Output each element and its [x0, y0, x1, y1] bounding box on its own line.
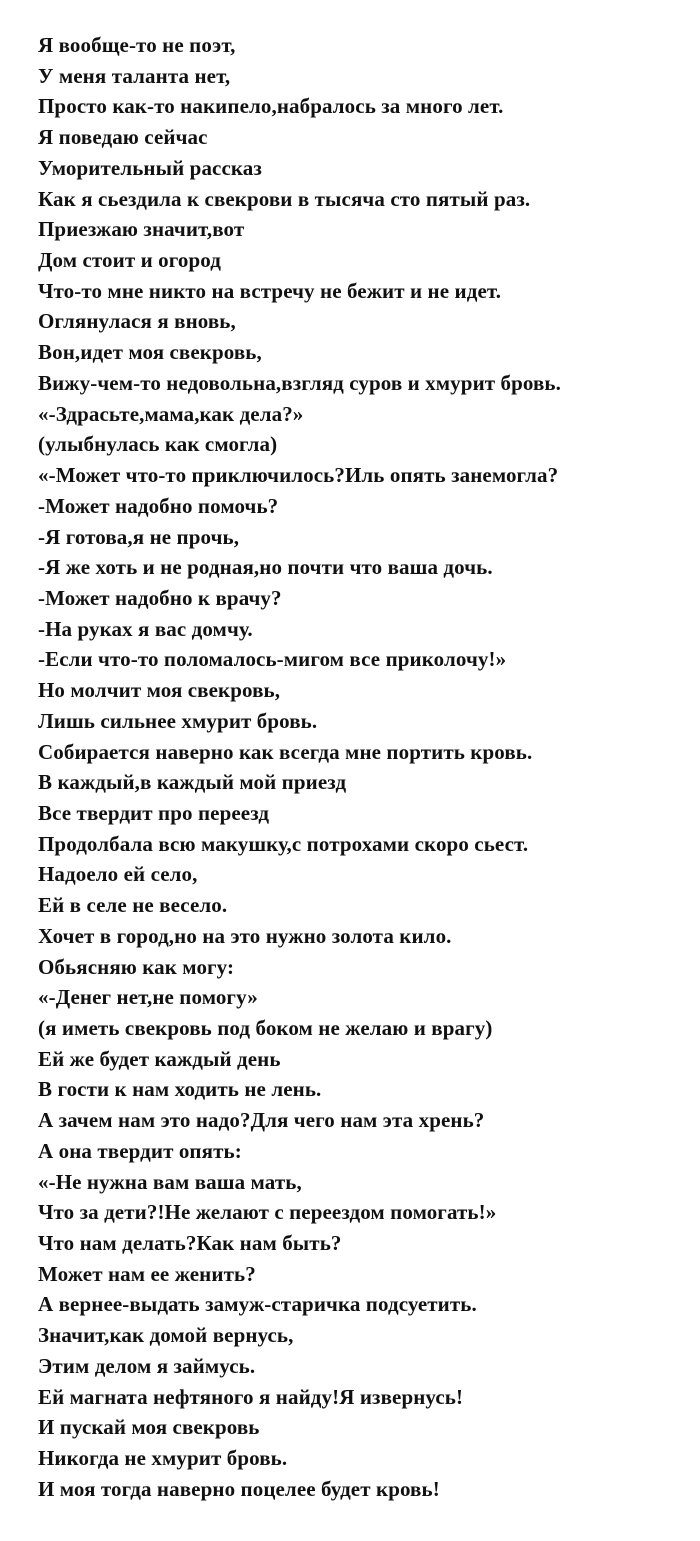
poem-line: В гости к нам ходить не лень.: [38, 1077, 322, 1102]
poem-line: Как я сьездила к свекрови в тысяча сто пятый раз.: [38, 186, 531, 211]
poem-line: -На руках я вас домчу.: [38, 616, 253, 641]
poem-line: «-Не нужна вам ваша мать,: [38, 1169, 302, 1194]
poem-line: В каждый,в каждый мой приезд: [38, 770, 347, 795]
poem-line: Лишь сильнее хмурит бровь.: [38, 708, 318, 733]
poem-line: Продолбала всю макушку,с потрохами скоро сьест.: [38, 831, 529, 856]
poem-line: «-Может что-то приключилось?Иль опять занемогла?: [38, 463, 559, 488]
poem-line: Может нам ее женить?: [38, 1261, 256, 1286]
poem-line: Что-то мне никто на встречу не бежит и не идет.: [38, 278, 502, 303]
poem-line: И моя тогда наверно поцелее будет кровь!: [38, 1476, 440, 1501]
poem-line: (я иметь свекровь под боком не желаю и врагу): [38, 1016, 493, 1040]
poem-line: Никогда не хмурит бровь.: [38, 1446, 288, 1471]
poem-line: Просто как-то накипело,набралось за много лет.: [38, 94, 504, 119]
poem-line: Значит,как домой вернусь,: [38, 1323, 294, 1348]
poem-line: Но молчит моя свекровь,: [38, 678, 281, 703]
poem-line: -Я же хоть и не родная,но почти что ваша дочь.: [38, 555, 493, 580]
poem-line: Что за дети?!Не желают с переездом помогать!»: [38, 1200, 497, 1225]
poem-line: Надоело ей село,: [38, 862, 198, 887]
poem-line: Уморительный рассказ: [38, 155, 262, 180]
poem-line: «-Денег нет,не помогу»: [38, 985, 258, 1010]
poem-line: -Может надобно помочь?: [38, 493, 279, 518]
poem-line: Ей же будет каждый день: [38, 1046, 281, 1071]
poem-line: Я вообще-то не поэт,: [38, 33, 236, 57]
poem-line: Ей магната нефтяного я найду!Я извернусь!: [38, 1384, 464, 1409]
poem-line: Обьясняю как могу:: [38, 954, 235, 979]
poem-line: А зачем нам это надо?Для чего нам эта хрень?: [38, 1108, 485, 1133]
poem-line: Все твердит про переезд: [38, 800, 270, 825]
poem-line: (улыбнулась как смогла): [38, 432, 278, 457]
poem-text: [38, 30, 688, 1505]
poem-line: Этим делом я займусь.: [38, 1353, 256, 1378]
poem-line: У меня таланта нет,: [38, 63, 231, 88]
poem-line: -Если что-то поломалось-мигом все приколочу!»: [38, 647, 507, 672]
poem-line: «-Здрасьте,мама,как дела?»: [38, 401, 304, 426]
poem-line: Хочет в город,но на это нужно золота кило.: [38, 923, 452, 948]
poem-line: А она твердит опять:: [38, 1138, 242, 1163]
poem-line: А вернее-выдать замуж-старичка подсуетить.: [38, 1292, 477, 1317]
poem-line: Дом стоит и огород: [38, 248, 221, 273]
poem-line: -Может надобно к врачу?: [38, 585, 282, 610]
poem-line: Оглянулася я вновь,: [38, 309, 236, 334]
poem-line: Вон,идет моя свекровь,: [38, 340, 262, 365]
poem-line: Вижу-чем-то недовольна,взгляд суров и хмурит бровь.: [38, 370, 561, 395]
poem-line: Я поведаю сейчас: [38, 125, 208, 150]
poem-line: Что нам делать?Как нам быть?: [38, 1231, 342, 1256]
poem-line: Ей в селе не весело.: [38, 893, 228, 918]
poem-line: -Я готова,я не прочь,: [38, 524, 240, 549]
poem-line: И пускай моя свекровь: [38, 1415, 260, 1440]
poem-line: Собирается наверно как всегда мне портить кровь.: [38, 739, 533, 764]
poem-line: Приезжаю значит,вот: [38, 217, 245, 242]
